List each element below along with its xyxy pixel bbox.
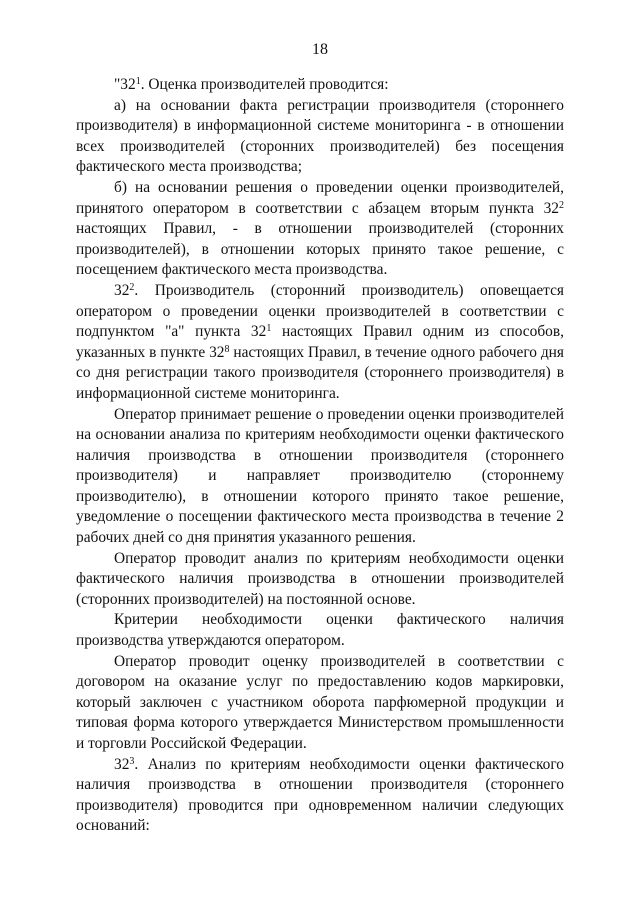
paragraph-32-1 (76, 75, 564, 96)
superscript: 8 (224, 343, 230, 355)
document-body (76, 75, 564, 837)
text-span: 32 (114, 281, 130, 299)
paragraph-operator-decision: Оператор принимает решение о проведении оценки производителей на основании анализа по критериям необходимости оценки фактического наличия производства в отношении производителя (стороннего производителя) и направляет производителю (стороннему производителю), в отношении которого принято такое решение, уведомление о посещении фактического места производства в течение 2 рабочих дней со дня принятия указанного решения. (76, 405, 564, 547)
text-span: "32 (114, 76, 136, 93)
text-span: настоящих Правил, в течение одного рабочего дня со дня регистрации такого производителя (стороннего производителя) в информационной системе мониторинга. (76, 343, 564, 402)
superscript: 1 (266, 323, 272, 335)
paragraph-item-b (76, 178, 564, 281)
text-span: . Оценка производителей проводится: (140, 76, 389, 93)
text-span: 32 (114, 755, 130, 773)
text-span: настоящих Правил, - в отношении производителей (сторонних производителей), в отношении которых принято такое решение, с посещением фактического места производства. (76, 220, 564, 279)
text-span: . Производитель (сторонний производитель) оповещается оператором о проведении оценки производителей в соответствии с подпунктом "а" пункта 32 (76, 281, 564, 341)
paragraph-item-a: а) на основании факта регистрации производителя (стороннего производителя) в информационной системе мониторинга - в отношении всех производителей (сторонних производителей) без посещения фактического места производства; (76, 96, 564, 176)
paragraph-32-2 (76, 281, 564, 405)
superscript: 3 (129, 755, 135, 767)
page-number: 18 (312, 41, 328, 58)
paragraph-operator-analysis: Оператор проводит анализ по критериям необходимости оценки фактического наличия производства в отношении производителей (сторонних производителей) на постоянной основе. (76, 549, 564, 608)
text-span: б) на основании решения о проведении оценки производителей, принятого оператором в соответствии с абзацем вторым пункта 32 (76, 178, 564, 217)
paragraph-operator-assessment: Оператор проводит оценку производителей в соответствии с договором на оказание услуг по предоставлению кодов маркировки, который заключен с участником оборота парфюмерной продукции и типовая форма которого утверждается Министерством промышленности и торговли Российской Федерации. (76, 652, 564, 752)
paragraph-32-3 (76, 755, 564, 837)
text-span: настоящих Правил одним из способов, указанных в пункте 32 (76, 323, 564, 361)
superscript: 1 (135, 76, 141, 87)
superscript: 2 (559, 199, 564, 211)
superscript: 2 (129, 281, 135, 293)
paragraph-criteria: Критерии необходимости оценки фактического наличия производства утверждаются оператором. (76, 611, 564, 650)
text-span: . Анализ по критериям необходимости оценки фактического наличия производства в отношении производителя (стороннего производителя) проводится при одновременном наличии следующих оснований: (76, 755, 564, 835)
